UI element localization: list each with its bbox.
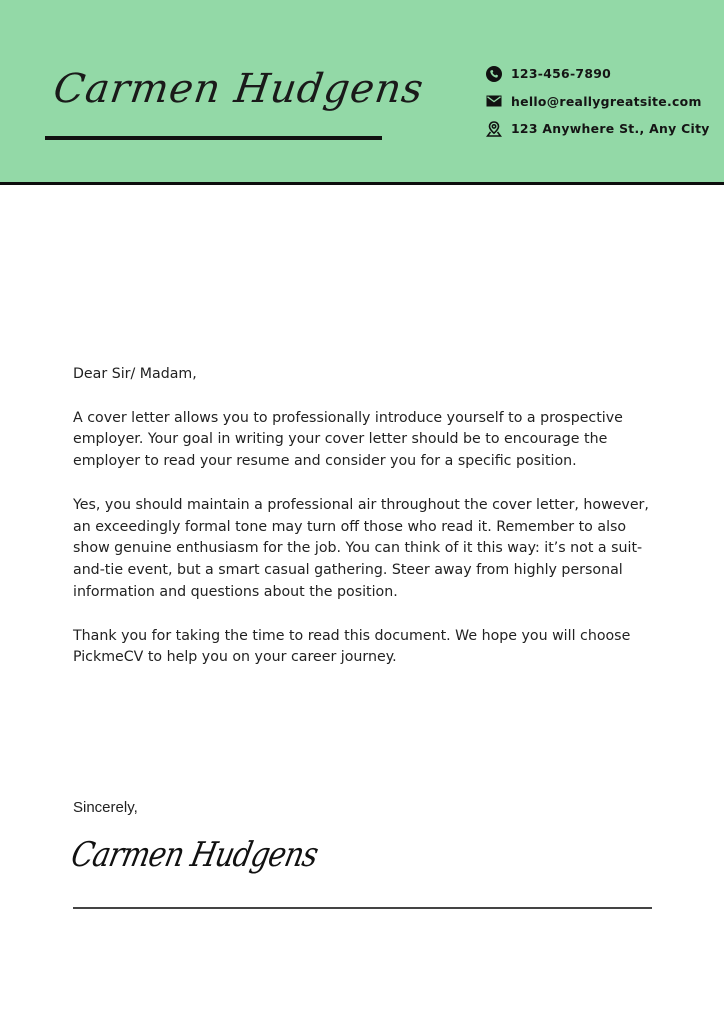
salutation: Dear Sir/ Madam, [73,366,197,382]
location-pin-icon [486,121,502,137]
header-name: Carmen Hudgens [50,66,427,112]
header-banner [0,0,724,185]
street-address: 123 Anywhere St., Any City [511,121,710,137]
email-address: hello@reallygreatsite.com [511,93,702,109]
contact-email [486,88,710,116]
name-underline-divider [45,136,382,140]
phone-number: 123-456-7890 [511,66,612,82]
mail-icon [486,93,502,109]
contact-address [486,115,710,143]
phone-icon [486,66,502,82]
contact-phone [486,60,710,88]
contact-list [486,60,710,143]
letter-body [73,364,663,691]
paragraph-thanks: Thank you for taking the time to read this document. We hope you will choose PickmeCV to help you on your career journey. [73,627,631,666]
closing: Sincerely, [73,799,138,816]
signature-line [73,907,652,909]
signature: Carmen Hudgens [67,835,322,875]
paragraph-intro: A cover letter allows you to professionally introduce yourself to a prospective employer. Your goal in writing your cover letter should be to encourage the employer to read your resume and consider you for a specific position. [73,409,623,470]
paragraph-tone: Yes, you should maintain a professional air throughout the cover letter, however, an exceedingly formal tone may turn off those who read it. Remember to also show genuine enthusiasm for the job. You can think of it this way: it’s not a suit-and-tie event, but a smart casual gathering. Steer away from highly personal information and questions about the position. [73,496,649,600]
